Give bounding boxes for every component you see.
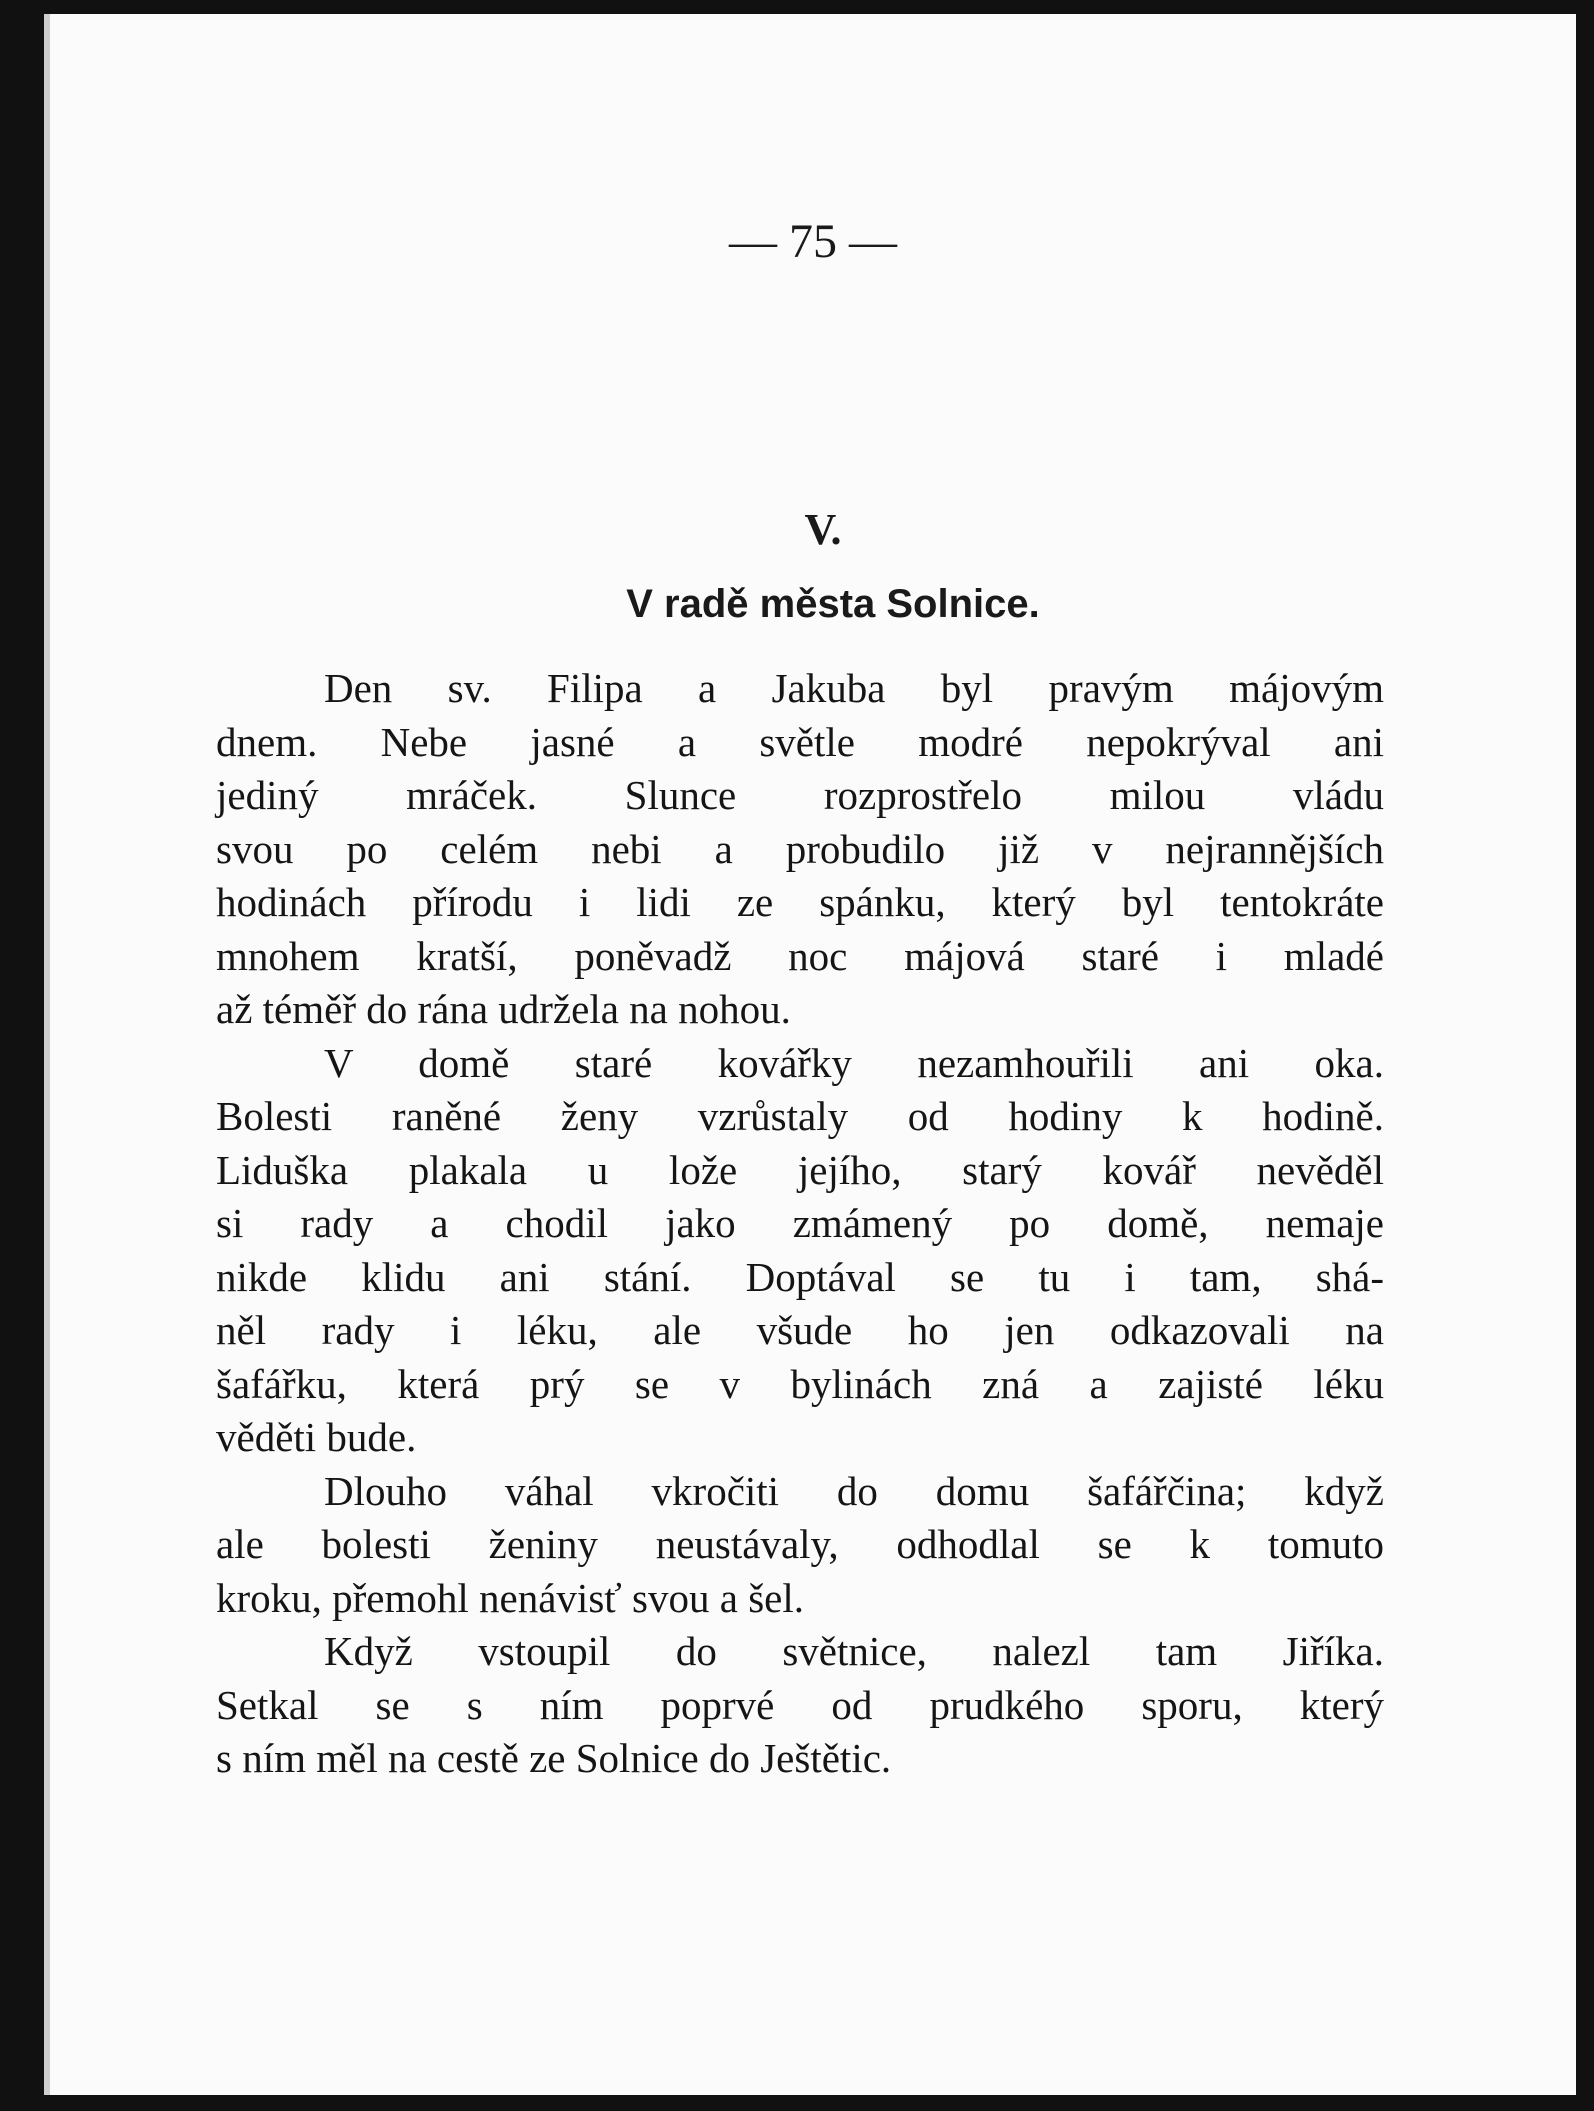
body-text [216, 662, 1384, 1786]
text-line: Liduška plakala u lože jejího, starý kovář nevěděl [216, 1146, 1384, 1193]
text-line: mnohem kratší, poněvadž noc májová staré i mladé [216, 932, 1384, 979]
text-line: až téměř do rána udržela na nohou. [216, 986, 791, 1032]
text-line: ale bolesti ženiny neustávaly, odhodlal se k tomuto [216, 1521, 1384, 1567]
text-line: Bolesti raněné ženy vzrůstaly od hodiny k hodině. [216, 1093, 1384, 1139]
chapter-number: V. [804, 505, 842, 554]
text-line: Setkal se s ním poprvé od prudkého sporu, který [216, 1681, 1384, 1728]
text-line: Den sv. Filipa a Jakuba byl pravým májovým [324, 665, 1384, 711]
text-line: dnem. Nebe jasné a světle modré nepokrýval ani [216, 718, 1384, 765]
text-line: V domě staré kovářky nezamhouřili ani oka. [324, 1039, 1384, 1086]
page-number: — 75 — [729, 215, 897, 268]
text-line: hodinách přírodu i lidi ze spánku, který byl tentokráte [216, 879, 1384, 925]
text-line: šafářku, která prý se v bylinách zná a zajisté léku [216, 1360, 1384, 1407]
text-line: s ním měl na cestě ze Solnice do Ještětic. [216, 1735, 892, 1781]
chapter-title: V radě města Solnice. [626, 582, 1040, 626]
text-line: Když vstoupil do světnice, nalezl tam Jiříka. [324, 1628, 1384, 1674]
text-line: jediný mráček. Slunce rozprostřelo milou vládu [216, 772, 1384, 818]
text-line: kroku, přemohl nenávisť svou a šel. [216, 1574, 804, 1621]
text-line: něl rady i léku, ale všude ho jen odkazovali na [216, 1307, 1384, 1353]
text-line: Dlouho váhal vkročiti do domu šafářčina; když [324, 1467, 1384, 1514]
text-line: svou po celém nebi a probudilo již v nejrannějších [216, 825, 1384, 872]
text-line: věděti bude. [216, 1414, 417, 1460]
text-line: nikde klidu ani stání. Doptával se tu i tam, shá- [216, 1253, 1384, 1300]
book-page [50, 14, 1576, 2095]
text-line: si rady a chodil jako zmámený po domě, nemaje [216, 1200, 1384, 1246]
